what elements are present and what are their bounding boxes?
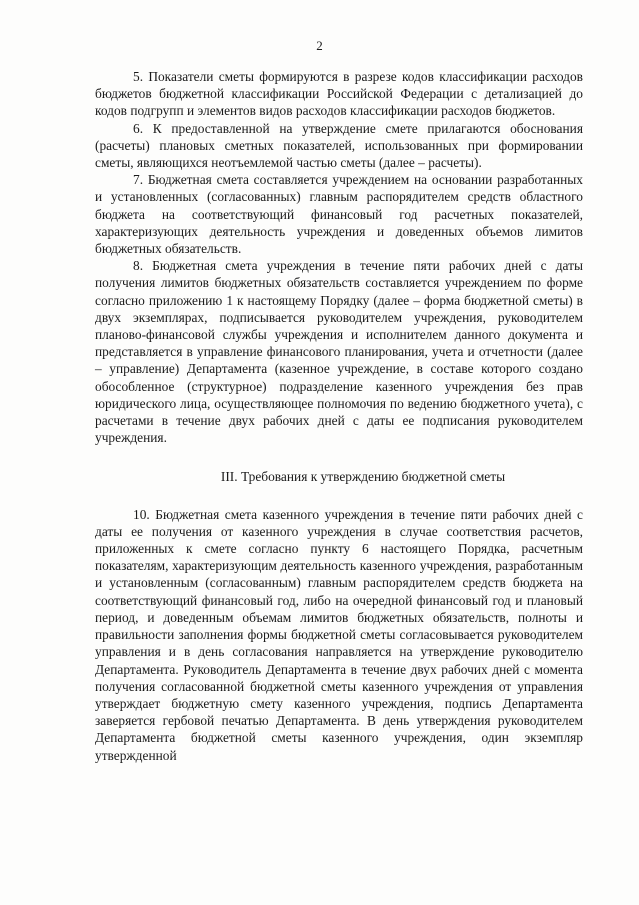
section-heading: III. Требования к утверждению бюджетной сметы: [220, 469, 506, 485]
document-body: [95, 68, 583, 764]
paragraph-10: 10. Бюджетная смета казенного учреждения в течение пяти рабочих дней с даты ее получения от казенного учреждения в случае соответствия расчетов, приложенных к смете согласно пункту 6 настоящего Порядка, расчетным показателям, характеризующим деятельность казенного учреждения, разработанным и установленным (согласованным) главным распорядителем средств бюджета на соответствующий финансовый год, либо на очередной финансовый год и плановый период, и доведенным объемам лимитов бюджетных обязательств, полноты и правильности заполнения формы бюджетной сметы согласовывается руководителем управления и в день согласования направляется на утверждение руководителю Департамента. Руководитель Департамента в течение двух рабочих дней с момента получения согласованной бюджетной сметы казенного учреждения от управления утверждает бюджетную смету казенного учреждения, подпись Департамента заверяется гербовой печатью Департамента. В день утверждения руководителем Департамента бюджетной сметы казенного учреждения, один экземпляр утвержденной: [95, 506, 583, 763]
paragraph-6: 6. К предоставленной на утверждение смете прилагаются обоснования (расчеты) плановых сметных показателей, использованных при формировании сметы, являющихся неотъемлемой частью сметы (далее – расчеты).: [95, 120, 583, 171]
paragraph-5: 5. Показатели сметы формируются в разрезе кодов классификации расходов бюджетов бюджетной классификации Российской Федерации с детализацией до кодов подгрупп и элементов видов расходов классификации расходов бюджетов.: [95, 69, 583, 119]
page-number: 2: [316, 38, 323, 53]
paragraph-7: 7. Бюджетная смета составляется учреждением на основании разработанных и установленных (согласованных) главным распорядителем средств областного бюджета на соответствующий финансовый год расчетных показателей, характеризующих деятельность учреждения и доведенных объемов лимитов бюджетных обязательств.: [95, 172, 583, 257]
paragraph-8: 8. Бюджетная смета учреждения в течение пяти рабочих дней с даты получения лимитов бюджетных обязательств составляется учреждением по форме согласно приложению 1 к настоящему Порядку (далее – форма бюджетной сметы) в двух экземплярах, подписывается руководителем учреждения, руководителем планово-финансовой службы учреждения и исполнителем данного документа и представляется в управление финансового планирования, учета и отчетности (далее – управление) Департамента (казенное учреждение, в составе которого создано обособленное (структурное) подразделение казенного учреждения без прав юридического лица, осуществляющее полномочия по ведению бюджетного учета), с расчетами в течение двух рабочих дней с даты ее подписания руководителем учреждения.: [95, 258, 583, 446]
